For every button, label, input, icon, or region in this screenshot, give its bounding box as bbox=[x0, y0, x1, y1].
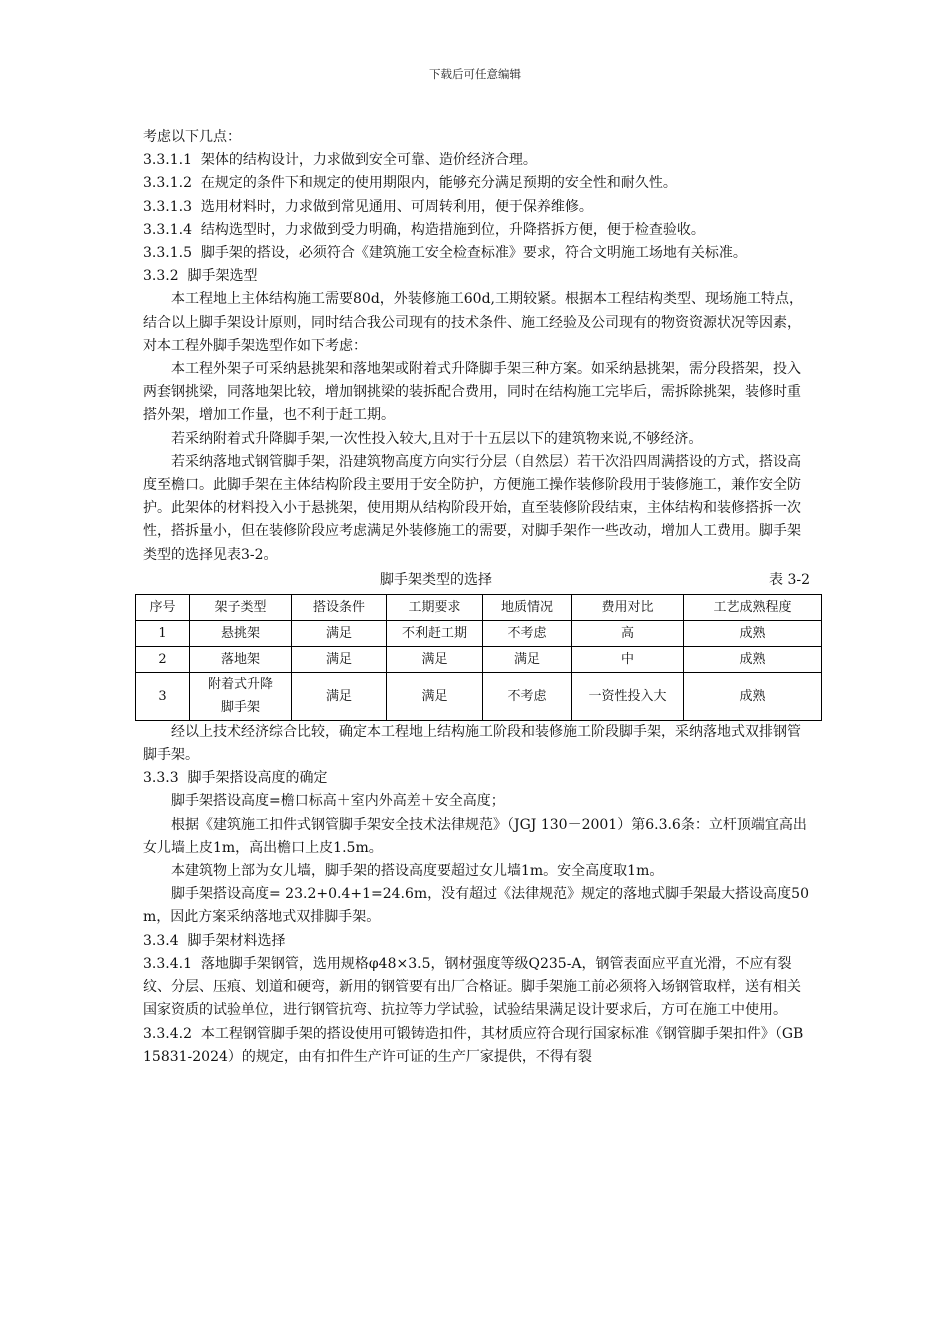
table-header-cell: 搭设条件 bbox=[292, 594, 387, 620]
paragraph: 若采纳附着式升降脚手架,一次性投入较大,且对于十五层以下的建筑物来说,不够经济。 bbox=[171, 430, 703, 447]
paragraph: 脚手架搭设高度=檐口标高＋室内外高差＋安全高度； bbox=[171, 793, 505, 810]
table-row bbox=[136, 646, 822, 672]
table-header-cell: 架子类型 bbox=[190, 594, 292, 620]
table-header-cell: 费用对比 bbox=[572, 594, 684, 620]
table-title: 脚手架类型的选择 bbox=[380, 571, 492, 588]
table-cell: 一资性投入大 bbox=[572, 672, 684, 720]
paragraph: 本建筑物上部为女儿墙，脚手架的搭设高度要超过女儿墙1m。安全高度取1m。 bbox=[171, 863, 664, 880]
table-cell: 中 bbox=[572, 646, 684, 672]
table-cell: 满足 bbox=[292, 620, 387, 646]
table-body bbox=[136, 620, 822, 720]
table-cell: 落地架 bbox=[190, 646, 292, 672]
scaffold-type-table bbox=[135, 594, 822, 721]
paragraph: 考虑以下几点： bbox=[143, 129, 241, 145]
table-cell: 3 bbox=[136, 672, 190, 720]
paragraph: 经以上技术经济综合比较，确定本工程地上结构施工阶段和装修施工阶段脚手架，采纳落地式双排钢管脚手架。 bbox=[143, 723, 801, 764]
paragraph: 脚手架搭设高度= 23.2+0.4+1=24.6m，没有超过《法律规范》规定的落地式脚手架最大搭设高度50 m，因此方案采纳落地式双排脚手架。 bbox=[143, 886, 814, 926]
table-header-cell: 工期要求 bbox=[387, 594, 483, 620]
table-row bbox=[136, 620, 822, 646]
table-cell: 附着式升降 脚手架 bbox=[190, 672, 292, 720]
table-cell: 满足 bbox=[483, 646, 572, 672]
table-number: 表 3-2 bbox=[769, 571, 810, 588]
paragraph: 3.3.1.4 结构选型时，力求做到受力明确，构造措施到位，升降搭拆方便，便于检查验收。 bbox=[143, 221, 705, 238]
table-header-cell: 序号 bbox=[136, 594, 190, 620]
table-cell: 不利赶工期 bbox=[387, 620, 483, 646]
table-header-cell: 地质情况 bbox=[483, 594, 572, 620]
table-cell: 成熟 bbox=[684, 620, 822, 646]
paragraph: 本工程地上主体结构施工需要80d，外装修施工60d,工期较紧。根据本工程结构类型、现场施工特点，结合以上脚手架设计原则，同时结合我公司现有的技术条件、施工经验及公司现有的物资资源状况等因素，对本工程外脚手架选型作如下考虑： bbox=[143, 291, 804, 354]
table-cell: 满足 bbox=[292, 672, 387, 720]
paragraph: 3.3.3 脚手架搭设高度的确定 bbox=[143, 770, 328, 787]
document-body bbox=[143, 126, 813, 1069]
paragraph: 3.3.4.2 本工程钢管脚手架的搭设使用可锻铸造扣件，其材质应符合现行国家标准《钢管脚手架扣件》（GB 15831-2024）的规定，由有扣件生产许可证的生产厂家提供，不得有裂 bbox=[143, 1025, 808, 1065]
paragraph: 3.3.1.5 脚手架的搭设，必须符合《建筑施工安全检查标准》要求，符合文明施工场地有关标准。 bbox=[143, 245, 747, 262]
table-cell: 满足 bbox=[387, 672, 483, 720]
table-caption bbox=[143, 567, 813, 594]
bottom-paragraphs bbox=[143, 721, 813, 1069]
paragraph: 根据《建筑施工扣件式钢管脚手架安全技术法律规范》（JGJ 130－2001）第6.3.6条：立杆顶端宜高出女儿墙上皮1m，高出檐口上皮1.5m。 bbox=[143, 816, 807, 856]
table-cell: 满足 bbox=[387, 646, 483, 672]
table-cell: 不考虑 bbox=[483, 620, 572, 646]
table-cell: 高 bbox=[572, 620, 684, 646]
paragraph: 本工程外架子可采纳悬挑架和落地架或附着式升降脚手架三种方案。如采纳悬挑架，需分段搭架，投入两套钢挑梁，同落地架比较，增加钢挑梁的装拆配合费用，同时在结构施工完毕后，需拆除挑架，装修时重搭外架，增加工作量，也不利于赶工期。 bbox=[143, 361, 801, 424]
paragraph: 若采纳落地式钢管脚手架，沿建筑物高度方向实行分层（自然层）若干次沿四周满搭设的方式，搭设高度至檐口。此脚手架在主体结构阶段主要用于安全防护，方便施工操作装修阶段用于装修施工，兼作安全防护。此架体的材料投入小于悬挑架，使用期从结构阶段开始，直至装修阶段结束，主体结构和装修搭拆一次性，搭拆量小，但在装修阶段应考虑满足外装修施工的需要，对脚手架作一些改动，增加人工费用。脚手架类型的选择见表3-2。 bbox=[143, 453, 801, 563]
page-header: 下载后可任意编辑 bbox=[429, 67, 521, 81]
table-cell: 1 bbox=[136, 620, 190, 646]
paragraph: 3.3.1.3 选用材料时，力求做到常见通用、可周转利用，便于保养维修。 bbox=[143, 198, 593, 215]
paragraph: 3.3.1.1 架体的结构设计，力求做到安全可靠、造价经济合理。 bbox=[143, 152, 537, 169]
paragraph: 3.3.1.2 在规定的条件下和规定的使用期限内，能够充分满足预期的安全性和耐久性。 bbox=[143, 175, 677, 192]
top-paragraphs bbox=[143, 126, 813, 567]
table-cell: 2 bbox=[136, 646, 190, 672]
table-cell: 满足 bbox=[292, 646, 387, 672]
paragraph: 3.3.4 脚手架材料选择 bbox=[143, 932, 286, 949]
table-header-cell: 工艺成熟程度 bbox=[684, 594, 822, 620]
table-row bbox=[136, 672, 822, 720]
table-cell: 不考虑 bbox=[483, 672, 572, 720]
table-header-row bbox=[136, 594, 822, 620]
table-cell: 成熟 bbox=[684, 672, 822, 720]
paragraph: 3.3.4.1 落地脚手架钢管，选用规格φ48×3.5，钢材强度等级Q235-A，钢管表面应平直光滑，不应有裂纹、分层、压痕、划道和硬弯，新用的钢管要有出厂合格证。脚手架施工前必须将入场钢管取样，送有相关国家资质的试验单位，进行钢管抗弯、抗拉等力学试验，试验结果满足设计要求后，方可在施工中使用。 bbox=[143, 955, 801, 1019]
table-cell: 悬挑架 bbox=[190, 620, 292, 646]
table-cell: 成熟 bbox=[684, 646, 822, 672]
paragraph: 3.3.2 脚手架选型 bbox=[143, 268, 258, 285]
